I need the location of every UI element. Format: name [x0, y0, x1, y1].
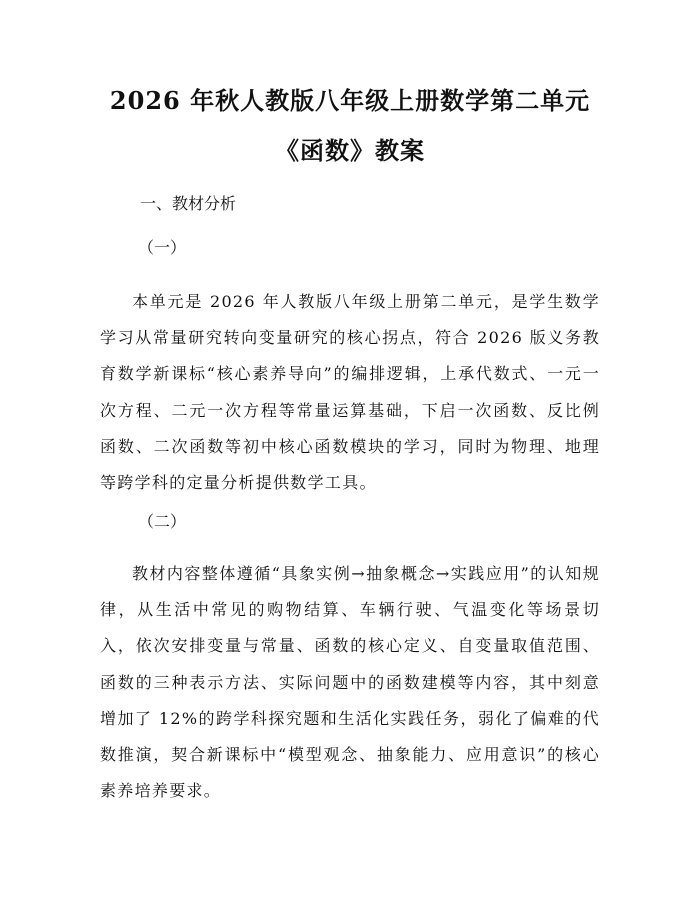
document-title-line-2: 《函数》教案 [275, 136, 425, 165]
paragraph-unit-position: 本单元是 2026 年人教版八年级上册第二单元，是学生数学学习从常量研究转向变量研究的核心拐点，符合 2026 版义务教育数学新课标“核心素养导向”的编排逻辑，上承代数式、一元一次方程、二元一次方程等常量运算基础，下启一次函数、反比例函数、二次函数等初中核心函数模块的学习，同时为物理、地理等跨学科的定量分析提供数学工具。 [100, 292, 600, 493]
section-heading-textbook-analysis: 一、教材分析 [140, 194, 237, 213]
paragraph-content-structure: 教材内容整体遵循“具象实例→抽象概念→实践应用”的认知规律，从生活中常见的购物结算、车辆行驶、气温变化等场景切入，依次安排变量与常量、函数的核心定义、自变量取值范围、函数的三种表示方法、实际问题中的函数建模等内容，其中刻意增加了 12%的跨学科探究题和生活化实践任务，弱化了偏难的代数推演，契合新课标中“模型观念、抽象能力、应用意识”的核心素养培养要求。 [100, 564, 600, 801]
document-title-line-1: 2026 年秋人教版八年级上册数学第二单元 [109, 86, 591, 115]
subsection-label-1: （一） [138, 238, 187, 257]
subsection-label-2: （二） [138, 512, 187, 531]
